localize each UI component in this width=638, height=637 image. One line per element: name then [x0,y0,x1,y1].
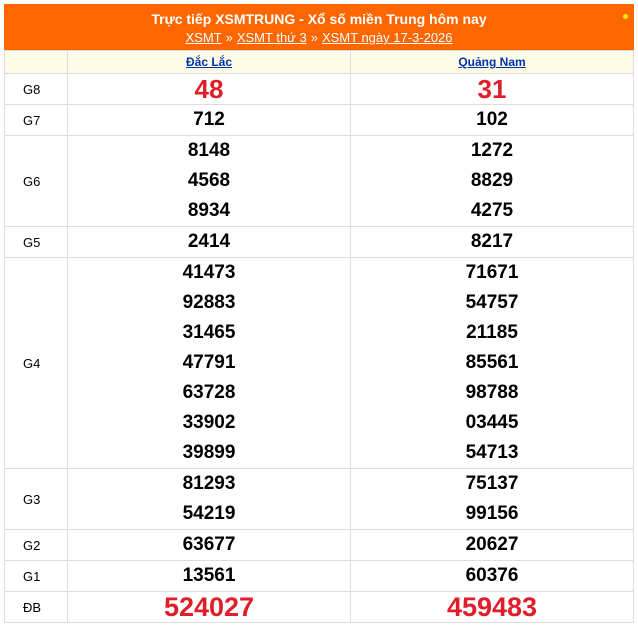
prize-cell [351,530,634,561]
prize-number: 21185 [466,322,518,343]
province-link-dac-lac[interactable]: Đắc Lắc [185,55,233,69]
province-header-quang-nam [351,51,634,74]
prize-label: G1 [5,561,68,592]
prize-row-g2 [5,530,634,561]
prize-cell [351,561,634,592]
prize-number: 98788 [465,382,519,403]
prize-number: 54713 [465,442,519,463]
prize-number: 8934 [187,200,231,221]
prize-number: 54757 [465,292,519,313]
prize-label: G5 [5,227,68,258]
prize-number: 71671 [465,262,519,283]
prize-number: 63728 [182,382,236,403]
prize-cell [68,74,351,105]
prize-row-g8 [5,74,634,105]
prize-number: 41473 [182,262,236,283]
prize-cell [68,561,351,592]
prize-row-special [5,592,634,623]
prize-number: 39899 [182,442,236,463]
prize-cell [351,74,634,105]
breadcrumb-xsmt[interactable]: XSMT [185,30,222,45]
prize-number: 81293 [182,473,236,494]
prize-cell [351,227,634,258]
prize-number: 48 [194,74,224,104]
prize-cell [351,105,634,136]
prize-number: 47791 [182,352,236,373]
status-dot-icon [623,14,628,19]
prize-cell [68,530,351,561]
prize-row-g6 [5,136,634,227]
prize-number: 8148 [187,140,231,161]
breadcrumb [4,30,634,45]
prize-number: 54219 [182,503,236,524]
prize-label: G7 [5,105,68,136]
prize-column-header [5,51,68,74]
prize-label: G3 [5,469,68,530]
province-link-quang-nam[interactable]: Quảng Nam [458,55,526,69]
prize-row-g5 [5,227,634,258]
prize-number: 4275 [470,200,514,221]
results-panel [4,4,634,623]
prize-number: 99156 [465,503,519,524]
prize-label: G8 [5,74,68,105]
prize-number: 20627 [465,534,519,555]
prize-number: 13561 [182,565,236,586]
prize-label: G6 [5,136,68,227]
prize-row-g4 [5,258,634,469]
prize-cell [351,469,634,530]
results-table [4,50,634,623]
special-prize-number: 459483 [446,592,538,622]
prize-label: G4 [5,258,68,469]
prize-cell [68,469,351,530]
prize-number: 60376 [465,565,519,586]
prize-cell [351,136,634,227]
prize-label: ĐB [5,592,68,623]
prize-number: 102 [476,109,508,130]
prize-cell [351,258,634,469]
column-header-row [5,51,634,74]
prize-cell [68,258,351,469]
prize-number: 63677 [182,534,236,555]
prize-cell [68,136,351,227]
province-header-dac-lac [68,51,351,74]
prize-number: 8217 [470,231,514,252]
prize-number: 75137 [465,473,519,494]
prize-number: 4568 [187,170,231,191]
breadcrumb-xsmt-date[interactable]: XSMT ngày 17-3-2026 [321,30,453,45]
prize-number: 31465 [182,322,236,343]
prize-row-g7 [5,105,634,136]
page-title: Trực tiếp XSMTRUNG - Xổ số miền Trung hôm nay [151,11,487,27]
prize-number: 1272 [470,140,514,161]
prize-number: 85561 [465,352,519,373]
prize-number: 2414 [187,231,231,252]
breadcrumb-xsmt-thu-3[interactable]: XSMT thứ 3 [236,30,307,45]
prize-number: 8829 [470,170,514,191]
prize-number: 92883 [182,292,236,313]
breadcrumb-separator: » [225,30,233,45]
prize-cell [68,227,351,258]
prize-number: 712 [193,109,225,130]
prize-cell [68,105,351,136]
results-header [4,4,634,50]
prize-number: 31 [477,74,507,104]
prize-label: G2 [5,530,68,561]
special-prize-number: 524027 [163,592,255,622]
breadcrumb-separator: » [310,30,318,45]
prize-number: 03445 [465,412,519,433]
prize-row-g3 [5,469,634,530]
prize-cell [351,592,634,623]
prize-cell [68,592,351,623]
prize-number: 33902 [182,412,236,433]
prize-row-g1 [5,561,634,592]
